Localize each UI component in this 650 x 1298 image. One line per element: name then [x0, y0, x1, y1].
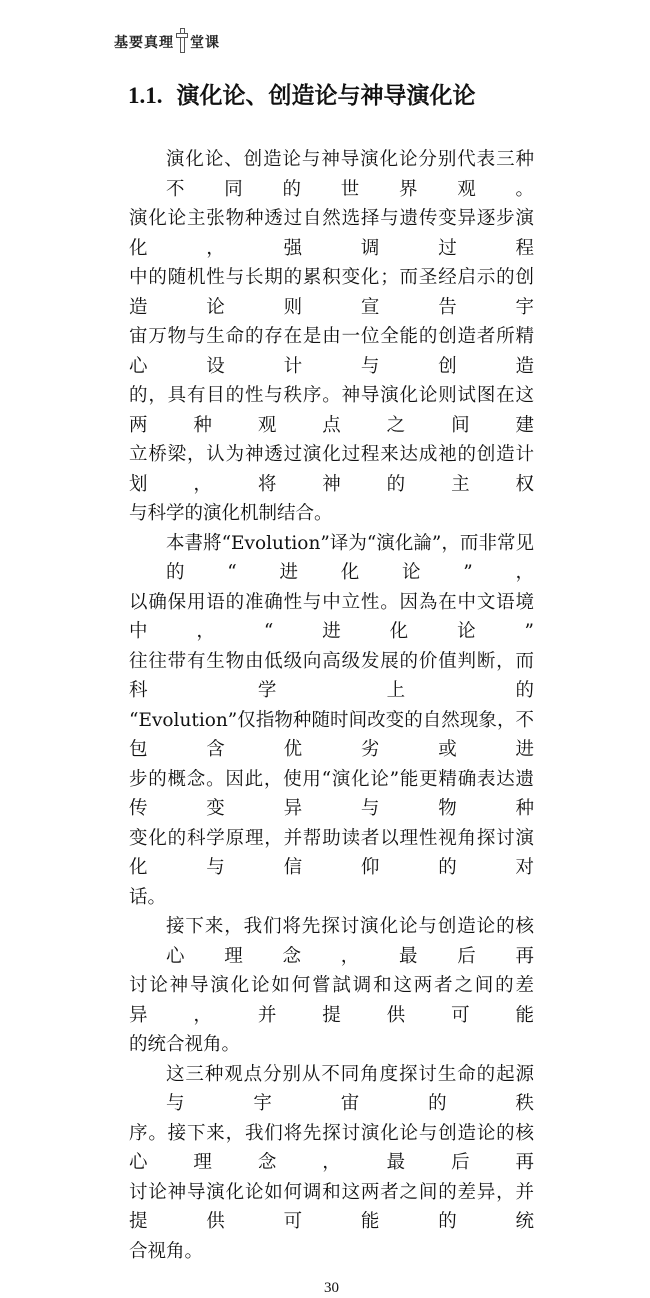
text-line: 演化论、创造论与神导演化论分别代表三种不同的世界观。 — [166, 149, 534, 200]
text-line: 的，具有目的性与秩序。神导演化论则试图在这两种观点之间建 — [129, 385, 534, 436]
header-text-left: 基要真理 — [114, 35, 174, 51]
text-line: 步的概念。因此，使用“演化论”能更精确表达遗传变异与物种 — [129, 768, 534, 819]
text-line: 与科学的演化机制结合。 — [129, 503, 333, 524]
text-line: 这三种观点分别从不同角度探讨生命的起源与宇宙的秩 — [166, 1063, 534, 1114]
text-line: 接下来，我们将先探讨演化论与创造论的核心理念，最后再 — [166, 916, 534, 967]
page-number: 30 — [324, 1280, 339, 1296]
text-line: 本書將“Evolution”译为“演化論”，而非常见的“进化论”， — [166, 532, 534, 583]
text-line: 变化的科学原理，并帮助读者以理性视角探讨演化与信仰的对 — [129, 827, 534, 878]
page-content — [129, 145, 534, 1298]
cross-icon — [176, 28, 188, 52]
paragraph — [129, 1060, 534, 1267]
running-header — [114, 22, 220, 52]
body-text — [129, 145, 534, 1266]
paragraph — [129, 912, 534, 1060]
text-line: 序。接下来，我们将先探讨演化论与创造论的核心理念，最后再 — [129, 1122, 534, 1173]
text-line: 以确保用语的准确性与中立性。因為在中文语境中，“进化论” — [129, 591, 534, 642]
text-line: 宙万物与生命的存在是由一位全能的创造者所精心设计与创造 — [129, 326, 534, 377]
section-title: 演化论、创造论与神导演化论 — [176, 83, 476, 109]
text-line: 讨论神导演化论如何调和这两者之间的差异，并提供可能的统 — [129, 1181, 534, 1232]
paragraph — [129, 529, 534, 913]
text-line: 立桥梁，认为神透过演化过程来达成祂的创造计划，将神的主权 — [129, 444, 534, 495]
section-number: 1.1. — [128, 83, 163, 108]
text-line: 往往带有生物由低级向高级发展的价值判断，而科学上的 — [129, 650, 534, 701]
section-heading — [128, 80, 548, 112]
text-line: 讨论神导演化论如何嘗試调和这两者之间的差异，并提供可能 — [129, 975, 534, 1026]
text-line: 的统合视角。 — [129, 1034, 241, 1055]
paragraph — [129, 145, 534, 529]
header-text-right: 堂课 — [190, 35, 220, 51]
text-line: 合视角。 — [129, 1240, 204, 1262]
text-line: 演化论主张物种透过自然选择与遗传变异逐步演化，强调过程 — [129, 208, 534, 259]
text-line: “Evolution”仅指物种随时间改变的自然现象，不包含优劣或进 — [129, 709, 534, 760]
text-line: 话。 — [129, 886, 167, 908]
text-line: 中的随机性与长期的累积变化；而圣经启示的创造论则宣告宇 — [129, 267, 534, 318]
